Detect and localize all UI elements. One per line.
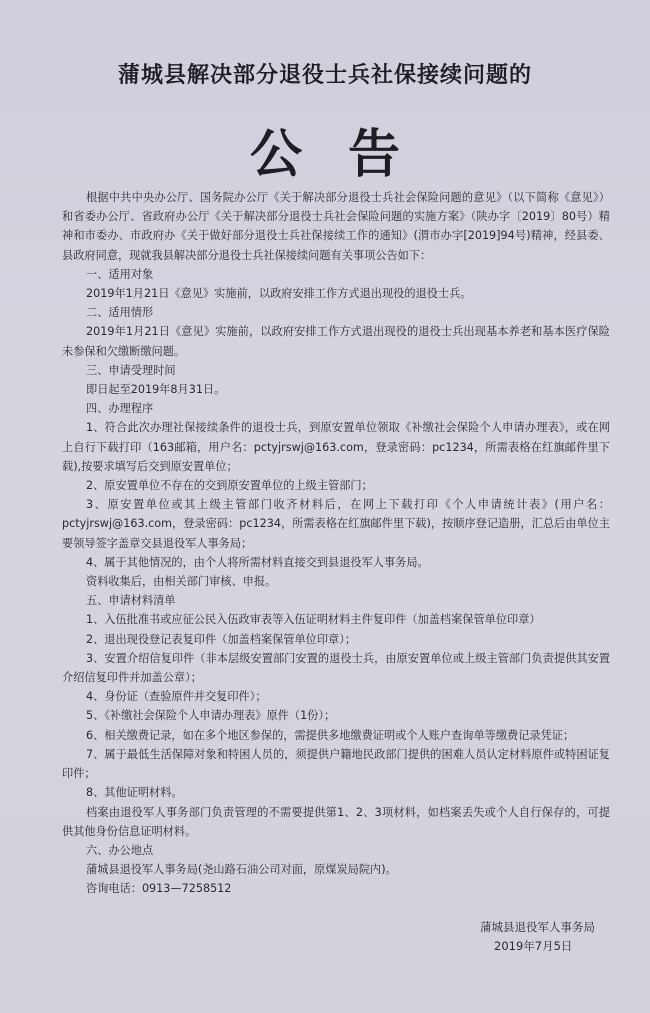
procedure-step-3: 3、原安置单位或其上级主管部门收齐材料后，在网上下载打印《个人申请统计表》(用户名：pctyjrswj@163.com，登录密码：pc1234，所需表格在红旗邮件里下载)，按顺序登记造册，汇总后由单位主要领导签字盖章交县退役军人事务局；: [62, 498, 610, 550]
section-4-heading: 四、办理程序: [86, 402, 154, 416]
notice-body: [62, 188, 610, 899]
intro-paragraph: 根据中共中央办公厅、国务院办公厅《关于解决部分退役士兵社会保险问题的意见》（以下简称《意见》）和省委办公厅、省政府办公厅《关于解决部分退役士兵社会保险问题的实施方案》（陕办字〔2019〕80号）精神和市委办、市政府办《关于做好部分退役士兵社保接续工作的通知》(渭市办字[2019]94号)精神，经县委、县政府同意，现就我县解决部分退役士兵社保接续问题有关事项公告如下：: [62, 191, 610, 262]
procedure-step-2: 2、原安置单位不存在的交到原安置单位的上级主管部门；: [86, 479, 373, 493]
section-3-heading: 三、申请受理时间: [86, 363, 176, 377]
material-item: 4、身份证（查验原件并交复印件）；: [86, 690, 267, 704]
material-item: 8、其他证明材料。: [86, 786, 183, 800]
section-1-heading: 一、适用对象: [86, 267, 154, 281]
section-5-heading: 五、申请材料清单: [86, 594, 176, 608]
section-3-text: 即日起至2019年8月31日。: [86, 383, 226, 397]
material-item: 7、属于最低生活保障对象和特困人员的，须提供户籍地民政部门提供的困难人员认定材料原件或特困证复印件；: [62, 747, 610, 781]
material-item: 1、入伍批准书或应征公民入伍政审表等入伍证明材料主件复印件（加盖档案保管单位印章）: [86, 613, 541, 627]
contact-phone: 咨询电话：0913—7258512: [86, 882, 232, 896]
material-item: 6、相关缴费记录，如在多个地区参保的，需提供多地缴费证明或个人账户查询单等缴费记录凭证；: [86, 728, 575, 742]
section-1-text: 2019年1月21日《意见》实施前，以政府安排工作方式退出现役的退役士兵。: [86, 287, 472, 301]
section-6-heading: 六、办公地点: [86, 843, 154, 857]
materials-note: 档案由退役军人事务部门负责管理的不需要提供第1、2、3项材料，如档案丢失或个人自行保存的，可提供其他身份信息证明材料。: [62, 805, 610, 838]
section-2-text: 2019年1月21日《意见》实施前，以政府安排工作方式退出现役的退役士兵出现基本养老和基本医疗保险未参保和欠缴断缴问题。: [62, 325, 610, 358]
material-item: 5、《补缴社会保险个人申请办理表》原件（1份）；: [86, 709, 336, 723]
material-item: 3、安置介绍信复印件（非本层级安置部门安置的退役士兵，由原安置单位或上级主管部门负责提供其安置介绍信复印件并加盖公章）；: [62, 651, 610, 685]
signature-date: 2019年7月5日: [494, 939, 573, 953]
procedure-step-4: 4、属于其他情况的，由个人将所需材料直接交到县退役军人事务局。: [86, 555, 429, 569]
office-address: 蒲城县退役军人事务局(尧山路石油公司对面，原煤炭局院内)。: [86, 863, 397, 877]
notice-title: 蒲城县解决部分退役士兵社保接续问题的: [117, 63, 532, 88]
section-2-heading: 二、适用情形: [86, 306, 154, 320]
procedure-step-1: 1、符合此次办理社保接续条件的退役士兵，到原安置单位领取《补缴社会保险个人申请办理表》，或在网上自行下载打印（163邮箱，用户名：pctyjrswj@163.com，登录密码：pc1234，所需表格在红旗邮件里下载),按要求填写后交到原安置单位；: [62, 421, 610, 473]
notice-heading: 公告: [249, 125, 446, 185]
procedure-note: 资料收集后，由相关部门审核、申报。: [86, 575, 277, 589]
signature-organization: 蒲城县退役军人事务局: [480, 920, 595, 934]
material-item: 2、退出现役登记表复印件（加盖档案保管单位印章）；: [86, 632, 357, 646]
